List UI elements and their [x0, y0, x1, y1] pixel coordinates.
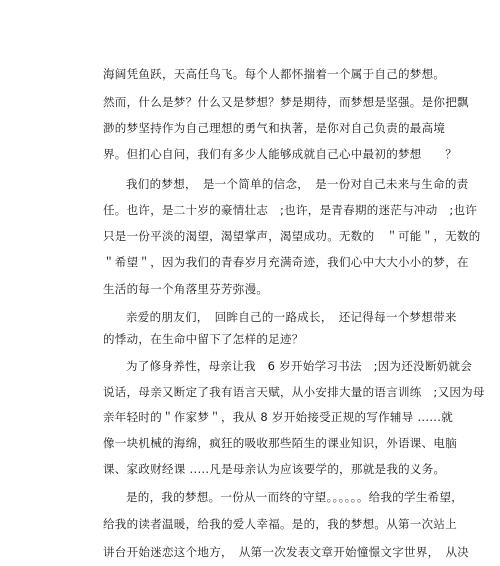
text-line: 像一块机械的海绵，疯狂的吸收那些陌生的课业知识，外语课、电脑: [103, 436, 457, 450]
text-line: 课、家政财经课 .....凡是母亲认为应该要学的，那就是我的义务。: [103, 462, 446, 476]
text-line: 然而，什么是梦？什么又是梦想？梦是期待，而梦想是坚强。是你把飘: [103, 95, 469, 109]
text-line: 给我的读者温暖，给我的爱人幸福。是的，我的梦想。从第一次站上: [103, 517, 457, 531]
text-line: 界。但扪心自问，我们有多少人能够成就自己心中最初的梦想 ？: [103, 147, 457, 161]
text-line: 我们的梦想， 是一个简单的信念， 是一份对自己未来与生命的责: [126, 177, 469, 191]
text-line: 只是一份平淡的渴望，渴望掌声，渴望成功。无数的 ＂可能＂，无数的: [103, 229, 481, 243]
text-line: 生活的每一个角落里芬芳弥漫。: [103, 282, 269, 296]
text-line: 是的，我的梦想。一份从一而终的守望。。。。。。给我的学生希望，: [126, 490, 464, 504]
text-line: ＂希望＂，因为我们的青春岁月充满奇迹，我们心中大大小小的梦，在: [103, 255, 469, 269]
text-line: 的悸动，在生命中留下了怎样的足迹？: [103, 332, 304, 346]
text-line: 讲台开始迷恋这个地方， 从第一次发表文章开始憧憬文字世界， 从决: [103, 545, 470, 559]
text-line: 亲爱的朋友们， 回眸自己的一路成长， 还记得每一个梦想带来: [126, 310, 457, 324]
text-line: 任。也许，是二十岁的豪情壮志 ;也许，是青春期的迷茫与冲动 ;也许: [103, 203, 478, 217]
text-line: 海阔凭鱼跃，天高任鸟飞。每个人都怀揣着一个属于自己的梦想。: [103, 67, 446, 81]
text-line: 为了修身养性，母亲让我 6 岁开始学习书法 ;因为还没断奶就会: [126, 359, 473, 373]
text-line: 亲年轻时的＂作家梦＂，我从 8 岁开始接受正规的写作辅导 ......就: [103, 410, 454, 424]
text-line: 渺的梦坚持作为自己理想的勇气和执著，是你对自己负责的最高境: [103, 121, 446, 135]
text-line: 说话，母亲又断定了我有语言天赋，从小安排大量的语言训练 ;又因为母: [103, 385, 485, 399]
